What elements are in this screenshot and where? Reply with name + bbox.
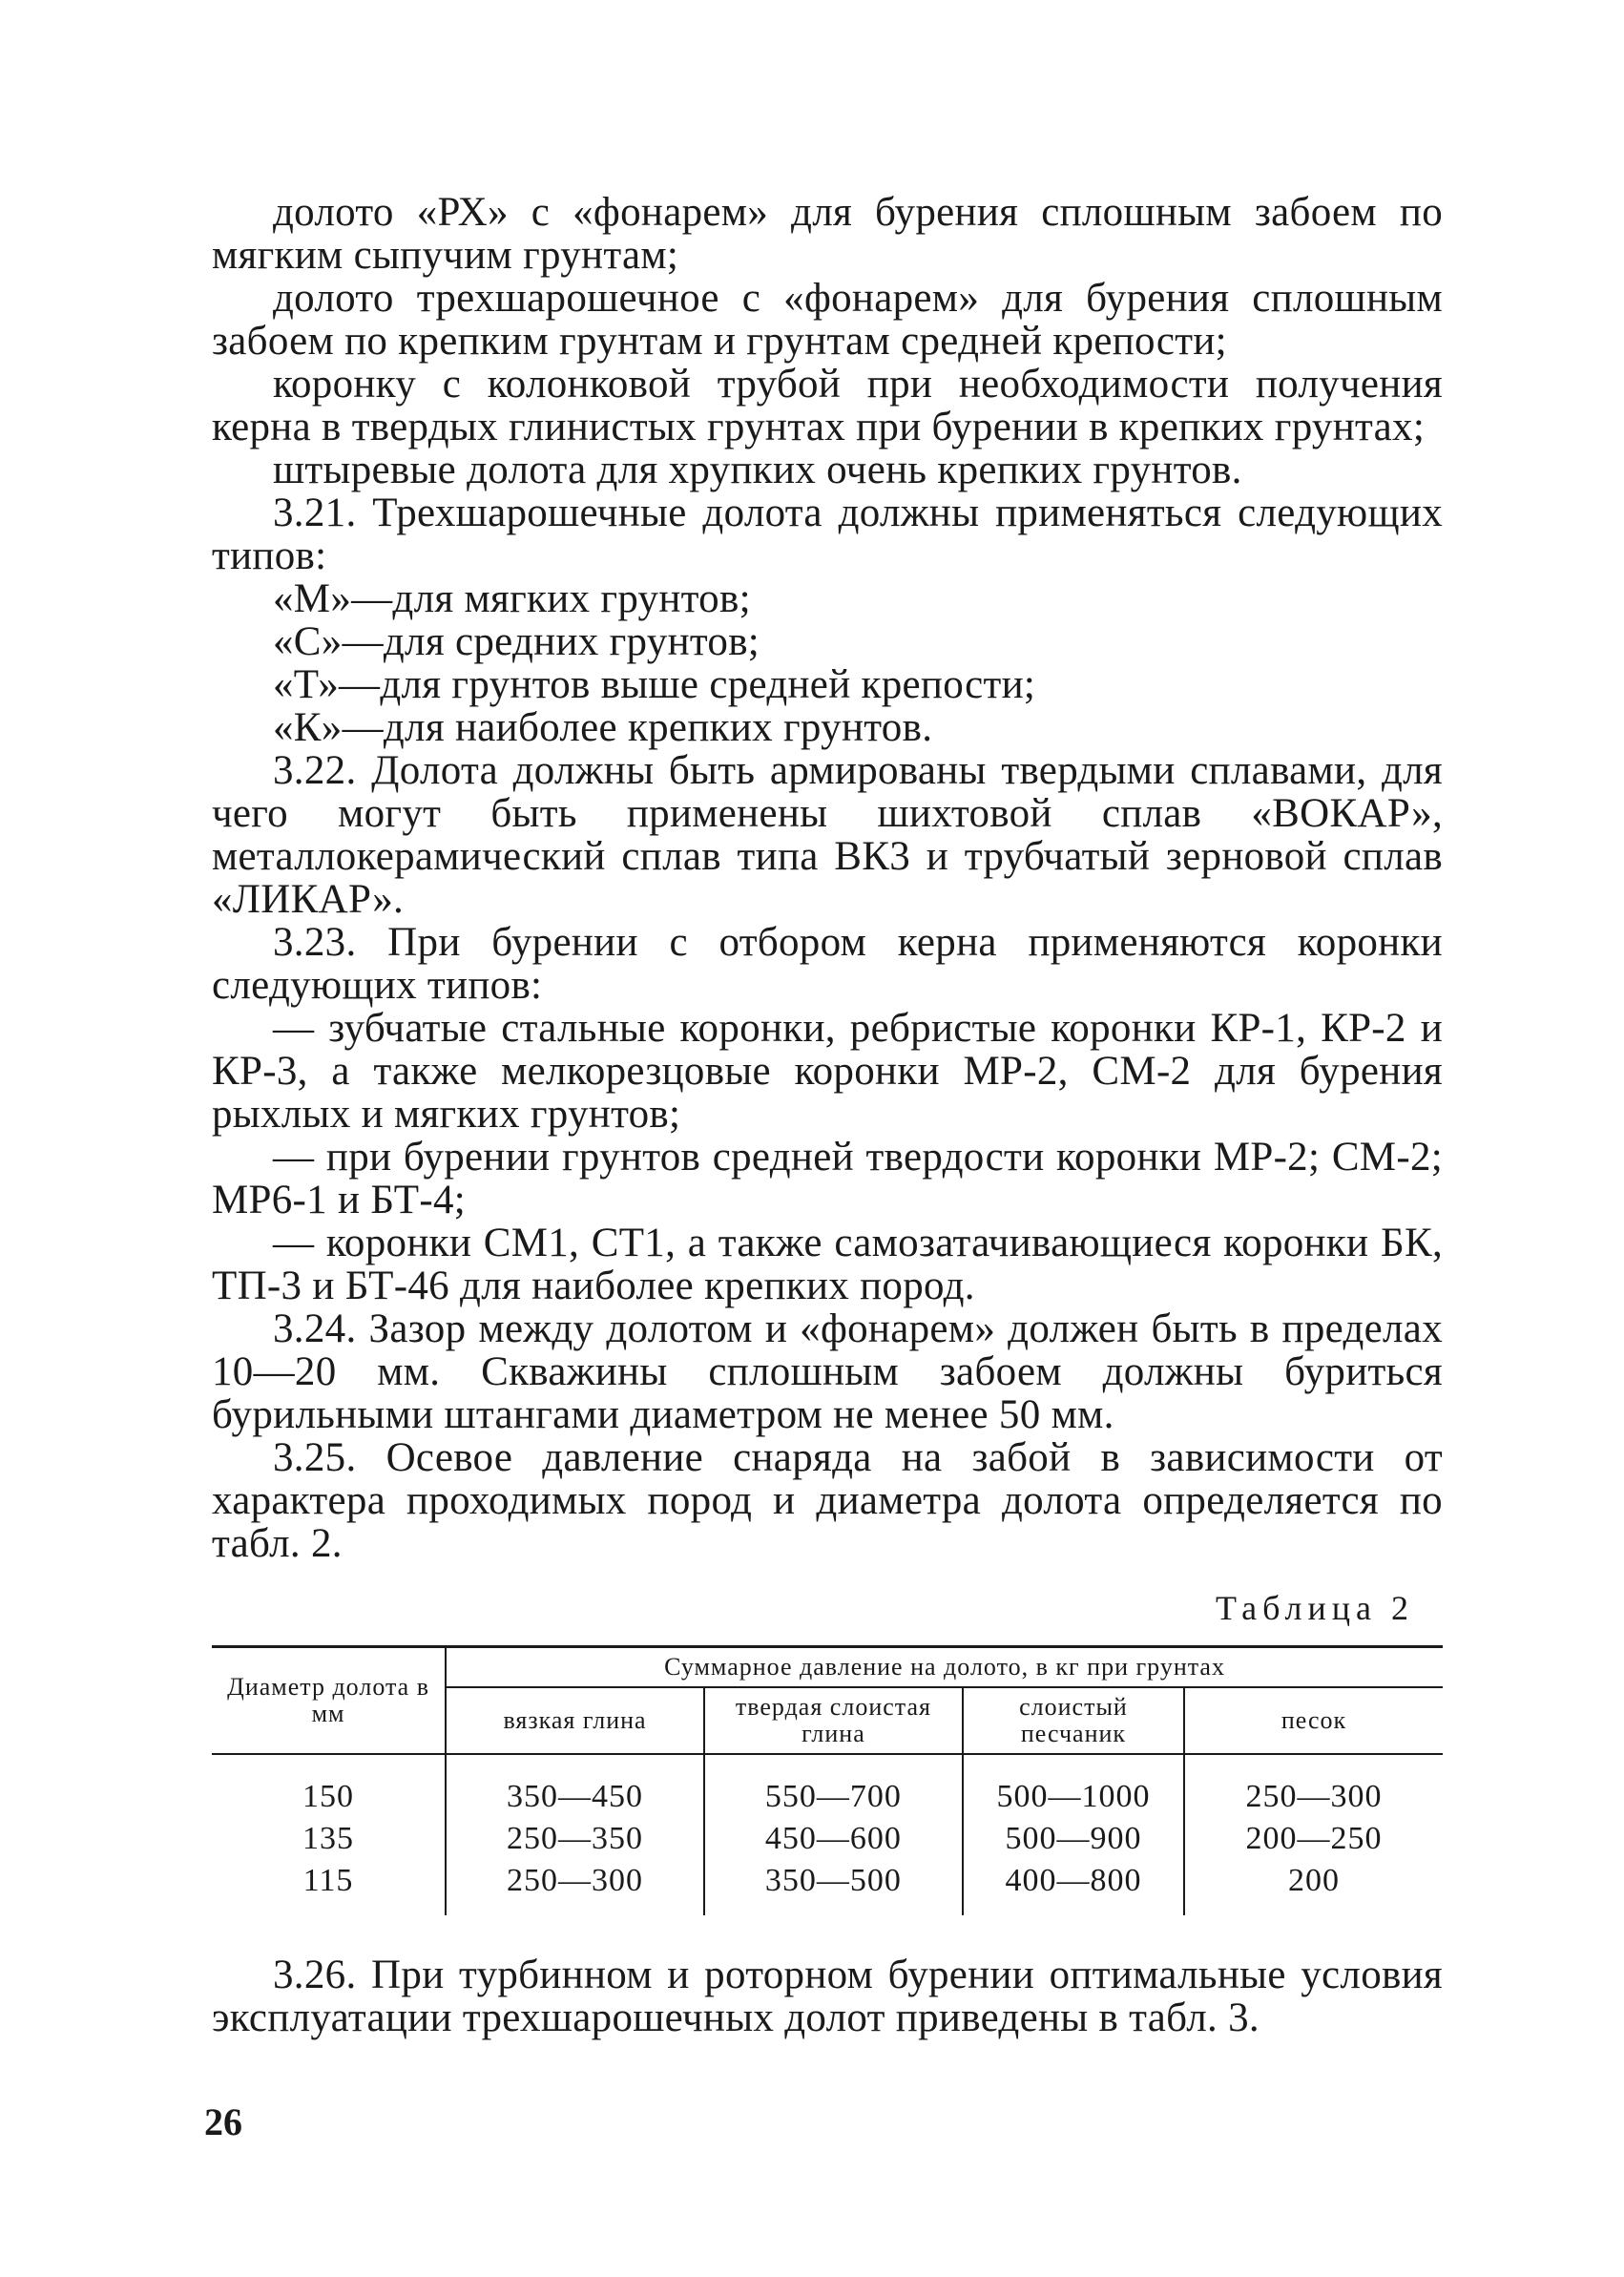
- paragraph: «С»—для средних грунтов;: [273, 619, 760, 664]
- paragraph: штыревые долота для хрупких очень крепких грунтов.: [273, 448, 1242, 492]
- table-row: [212, 1860, 1443, 1915]
- table-cell: 250—300: [1184, 1754, 1443, 1818]
- pressure-table: [212, 1645, 1443, 1915]
- table-cell: 500—1000: [963, 1754, 1184, 1818]
- column-header: вязкая глина: [446, 1687, 704, 1754]
- paragraph: «М»—для мягких грунтов;: [273, 576, 751, 621]
- text-block-top: [212, 191, 1443, 1565]
- page-body: [212, 191, 1443, 2039]
- table-cell: 500—900: [963, 1818, 1184, 1860]
- paragraph: 3.23. При бурении с отбором керна применяются коронки следующих типов:: [212, 920, 1443, 1008]
- paragraph: коронку с колонковой трубой при необходимости получения керна в твердых глинистых грунтах при бурении в крепких грунтах;: [212, 362, 1443, 449]
- table-cell: 350—450: [446, 1754, 704, 1818]
- table-cell: 250—300: [446, 1860, 704, 1915]
- paragraph: долото трехшарошечное с «фонарем» для бурения сплошным забоем по крепким грунтам и грунтам средней крепости;: [212, 276, 1443, 364]
- column-header: твердая слоистая глина: [704, 1687, 963, 1754]
- row-header-diameter: Диаметр долота в мм: [212, 1647, 446, 1755]
- column-header: песок: [1184, 1687, 1443, 1754]
- paragraph: «К»—для наиболее крепких грунтов.: [273, 705, 933, 750]
- paragraph: 3.21. Трехшарошечные долота должны применяться следующих типов:: [212, 491, 1443, 578]
- table-cell: 135: [302, 1821, 355, 1856]
- table-cell: 115: [302, 1863, 354, 1898]
- table-row: [212, 1818, 1443, 1860]
- paragraph: 3.26. При турбинном и роторном бурении оптимальные условия эксплуатации трехшарошечных долот приведены в табл. 3.: [212, 1953, 1443, 2040]
- paragraph: 3.22. Долота должны быть армированы твердыми сплавами, для чего могут быть применены шихтовой сплав «ВОКАР», металлокерамический сплав типа ВК3 и трубчатый зерновой сплав «ЛИКАР».: [212, 748, 1443, 922]
- paragraph: 3.25. Осевое давление снаряда на забой в зависимости от характера проходимых пород и диаметра долота определяется по табл. 2.: [212, 1435, 1443, 1566]
- paragraph: — коронки СМ1, СТ1, а также самозатачивающиеся коронки БК, ТП-3 и БТ-46 для наиболее крепких пород.: [212, 1221, 1443, 1308]
- table-cell: 400—800: [963, 1860, 1184, 1915]
- column-header: слоистый песчаник: [963, 1687, 1184, 1754]
- table-cell: 200—250: [1184, 1818, 1443, 1860]
- paragraph: «Т»—для грунтов выше средней крепости;: [273, 662, 1036, 707]
- page-number: 26: [204, 2100, 242, 2143]
- table-caption: Таблица 2: [1216, 1589, 1414, 1627]
- text-block-bottom: [212, 1953, 1443, 2039]
- paragraph: долото «РХ» с «фонарем» для бурения сплошным забоем по мягким сыпучим грунтам;: [212, 190, 1443, 278]
- table-row: [212, 1754, 1443, 1818]
- paragraph: — при бурении грунтов средней твердости коронки МР-2; СМ-2; МР6-1 и БТ-4;: [212, 1135, 1443, 1222]
- paragraph: 3.24. Зазор между долотом и «фонарем» должен быть в пределах 10—20 мм. Скважины сплошным забоем должны буриться бурильными штангами диаметром не менее 50 мм.: [212, 1306, 1443, 1437]
- table-cell: 450—600: [704, 1818, 963, 1860]
- table-cell: 200: [1184, 1860, 1443, 1915]
- table-cell: 150: [302, 1779, 355, 1814]
- table-cell: 250—350: [446, 1818, 704, 1860]
- paragraph: — зубчатые стальные коронки, ребристые коронки КР-1, КР-2 и КР-3, а также мелкорезцовые коронки МР-2, СМ-2 для бурения рыхлых и мягких грунтов;: [212, 1006, 1443, 1137]
- group-header-pressure: Суммарное давление на долото, в кг при грунтах: [446, 1647, 1443, 1688]
- table-cell: 350—500: [704, 1860, 963, 1915]
- table-cell: 550—700: [704, 1754, 963, 1818]
